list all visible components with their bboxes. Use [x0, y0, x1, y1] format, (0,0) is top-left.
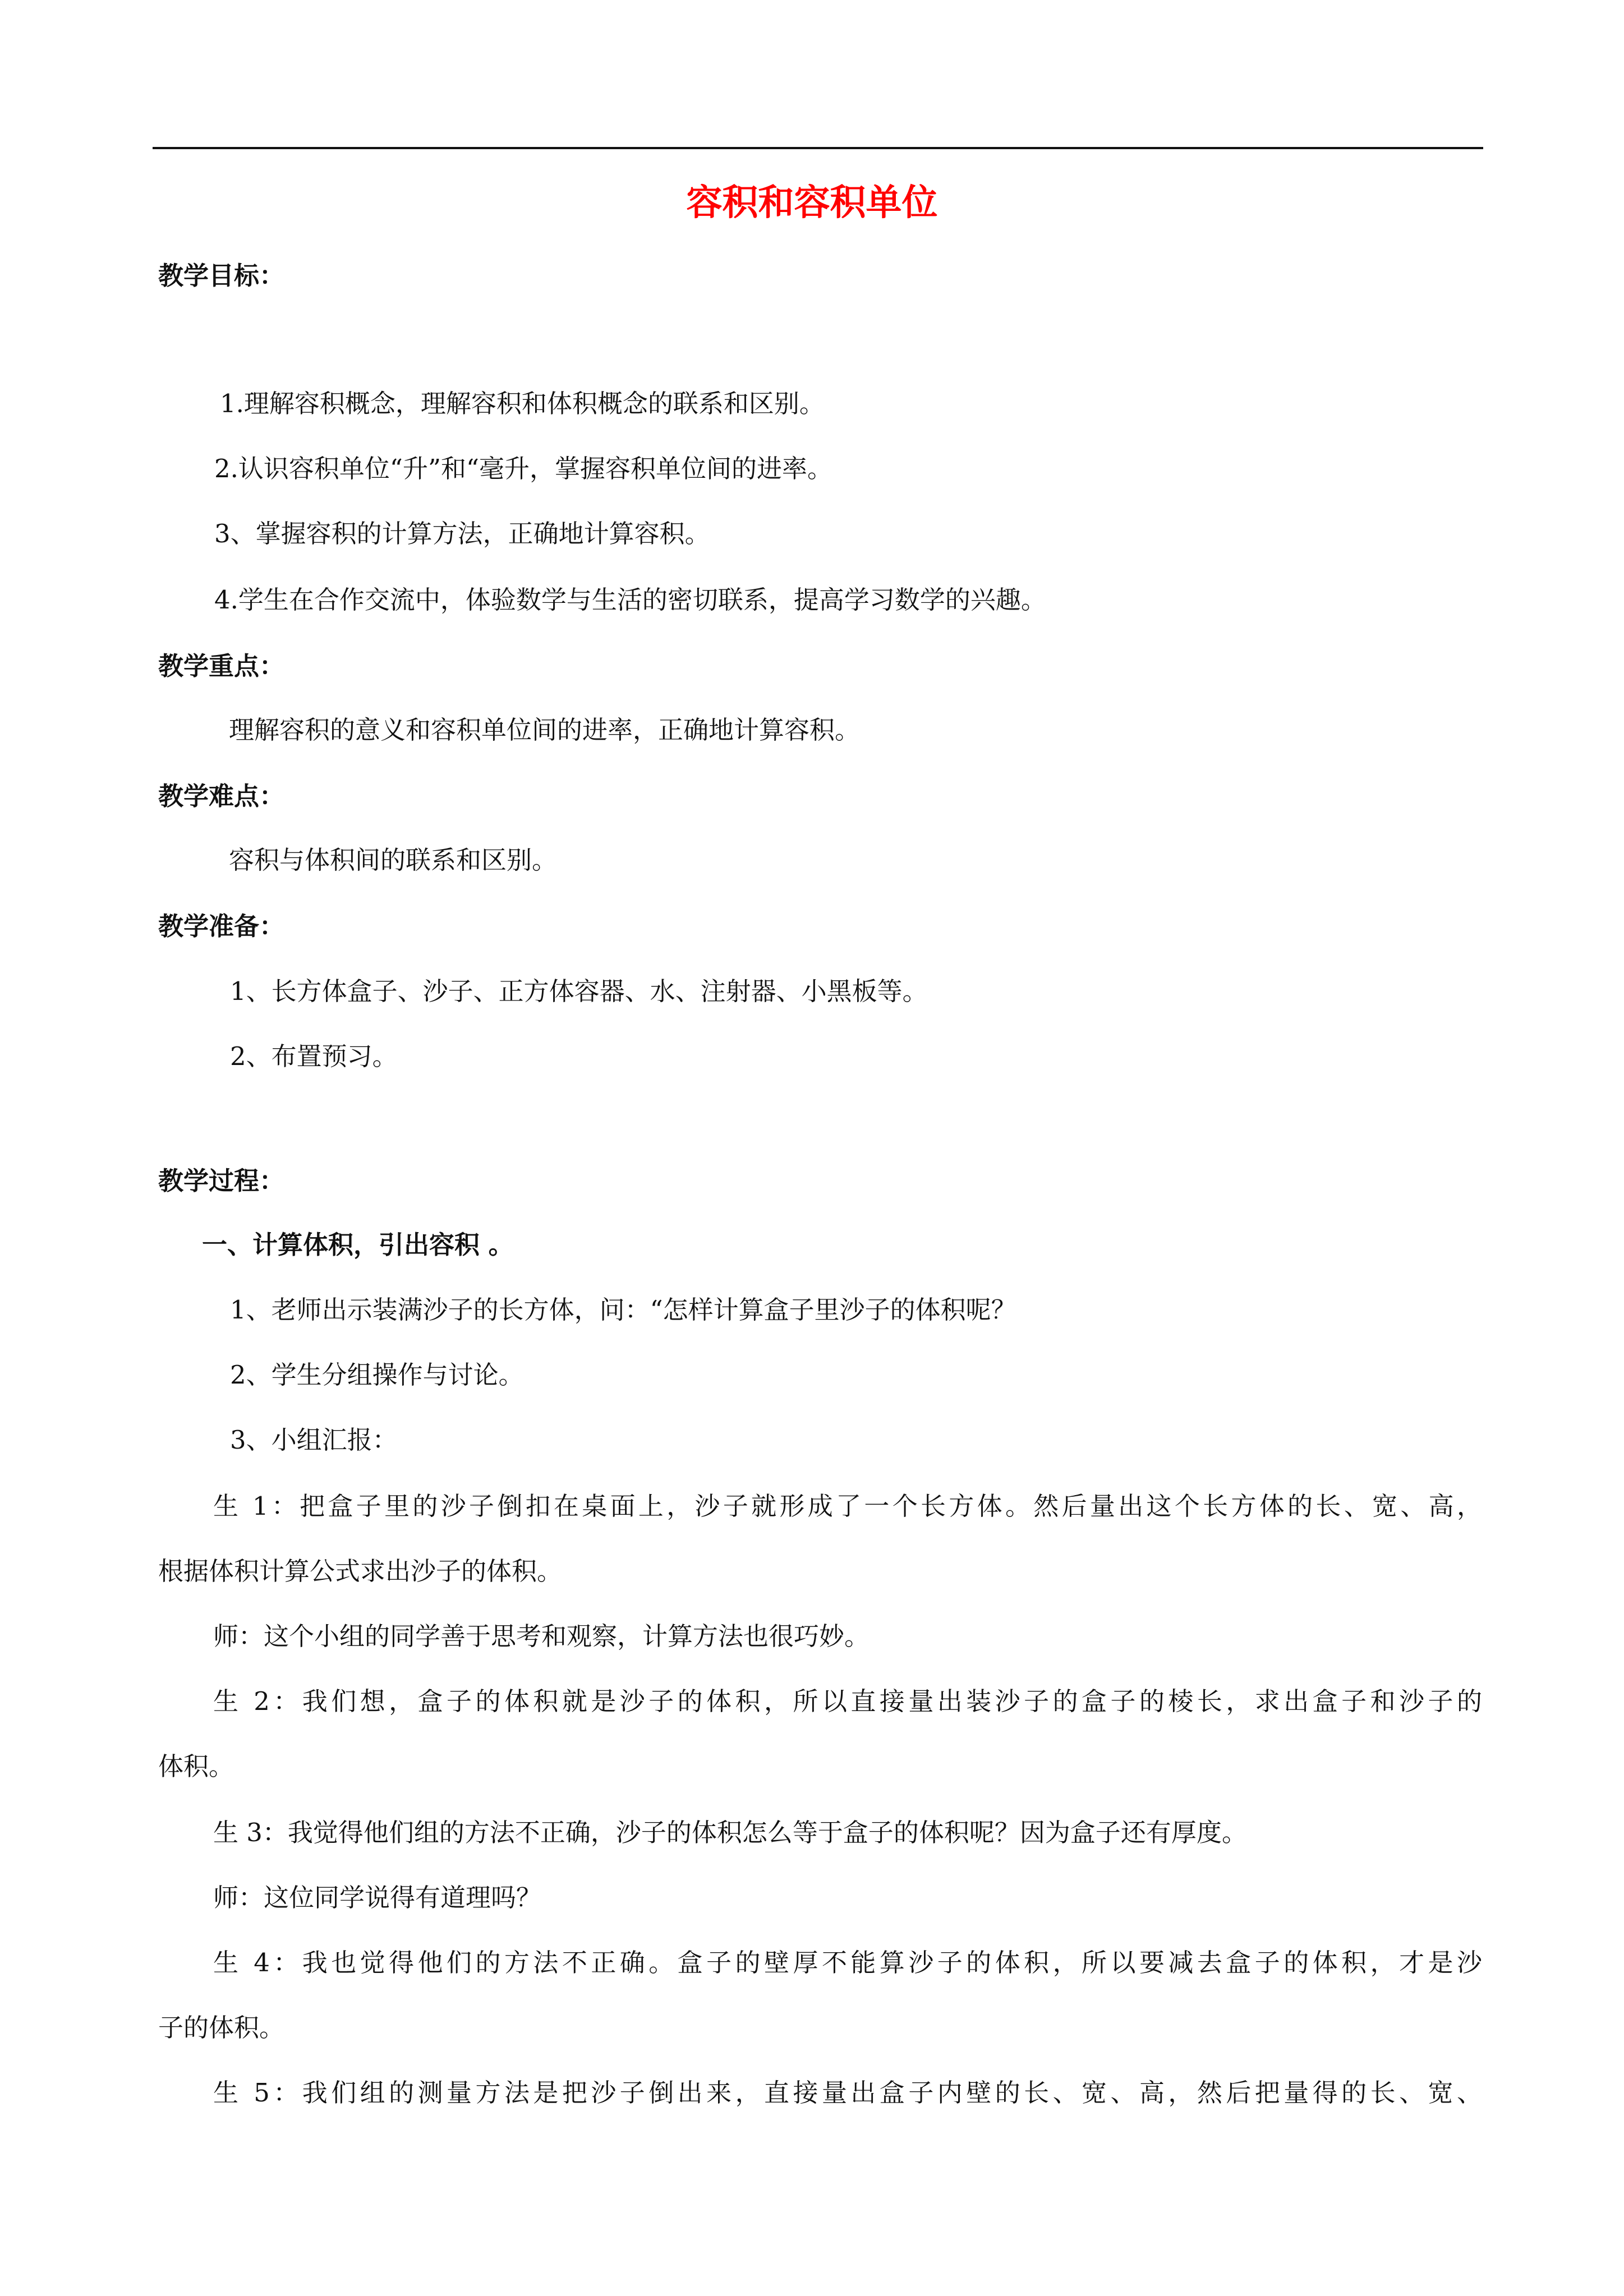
- dialog-line: 生 1：把盒子里的沙子倒扣在桌面上，沙子就形成了一个长方体。然后量出这个长方体的长、宽、高，: [213, 1491, 1482, 1521]
- difficulty-text: 容积与体积间的联系和区别。: [229, 845, 558, 875]
- dialog-line: 生 3：我觉得他们组的方法不正确，沙子的体积怎么等于盒子的体积呢？因为盒子还有厚度。: [213, 1818, 1247, 1847]
- goal-item: 3、掌握容积的计算方法，正确地计算容积。: [214, 519, 710, 548]
- process-heading: 教学过程：: [158, 1166, 285, 1196]
- goals-heading: 教学目标：: [158, 261, 285, 291]
- step-item: 3、小组汇报：: [230, 1425, 398, 1455]
- key-text: 理解容积的意义和容积单位间的进率，正确地计算容积。: [229, 715, 861, 745]
- dialog-line: 师：这位同学说得有道理吗？: [213, 1883, 542, 1912]
- goal-item: 1.理解容积概念，理解容积和体积概念的联系和区别。: [220, 389, 825, 418]
- prep-item: 1、长方体盒子、沙子、正方体容器、水、注射器、小黑板等。: [230, 976, 928, 1006]
- step-item: 2、学生分组操作与讨论。: [230, 1360, 524, 1390]
- dialog-line: 生 4：我也觉得他们的方法不正确。盒子的壁厚不能算沙子的体积，所以要减去盒子的体积，才是沙: [213, 1948, 1482, 1977]
- dialog-line-cont: 根据体积计算公式求出沙子的体积。: [158, 1556, 563, 1586]
- header-rule: [153, 147, 1483, 149]
- dialog-line-cont: 子的体积。: [158, 2013, 285, 2043]
- page-title: 容积和容积单位: [686, 182, 938, 224]
- dialog-line: 生 5：我们组的测量方法是把沙子倒出来，直接量出盒子内壁的长、宽、高，然后把量得的长、宽、: [213, 2078, 1482, 2108]
- goal-item: 2.认识容积单位“升”和“毫升，掌握容积单位间的进率。: [214, 454, 832, 483]
- goal-item: 4.学生在合作交流中，体验数学与生活的密切联系，提高学习数学的兴趣。: [214, 585, 1046, 615]
- dialog-line: 生 2：我们想，盒子的体积就是沙子的体积，所以直接量出装沙子的盒子的棱长，求出盒子和沙子的: [213, 1686, 1482, 1716]
- difficulty-heading: 教学难点：: [158, 781, 285, 811]
- dialog-line: 师：这个小组的同学善于思考和观察，计算方法也很巧妙。: [213, 1621, 870, 1651]
- dialog-line-cont: 体积。: [158, 1751, 234, 1781]
- key-heading: 教学重点：: [158, 651, 285, 681]
- prep-item: 2、布置预习。: [230, 1041, 398, 1071]
- section-heading: 一、计算体积，引出容积 。: [202, 1230, 514, 1260]
- prep-heading: 教学准备：: [158, 911, 285, 941]
- step-item: 1、老师出示装满沙子的长方体，问：“怎样计算盒子里沙子的体积呢？: [230, 1295, 1016, 1325]
